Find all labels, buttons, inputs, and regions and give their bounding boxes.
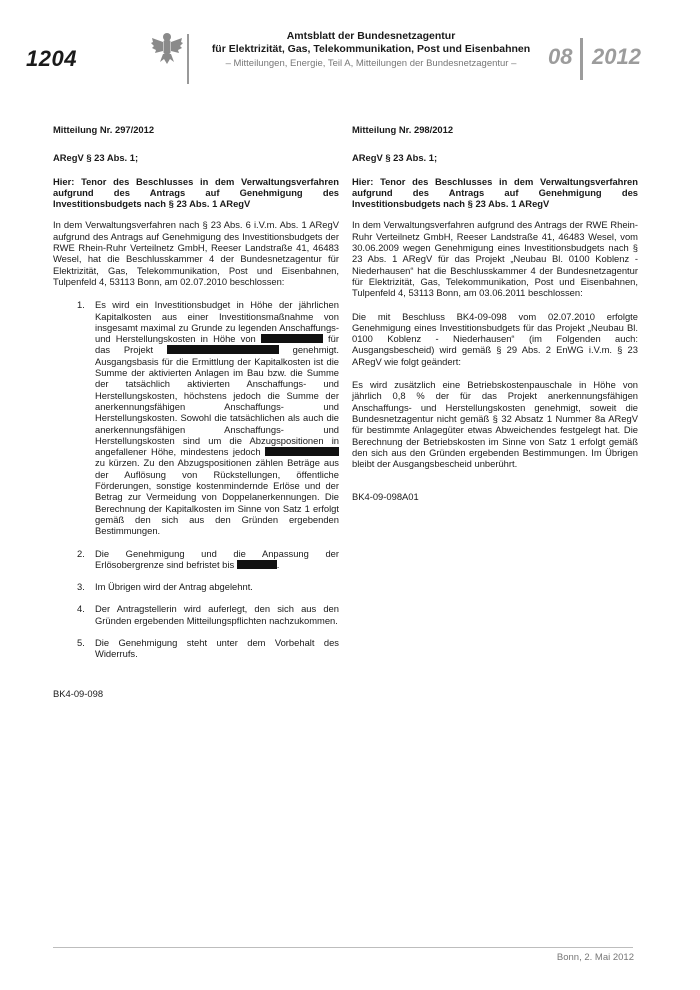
footer-date: Bonn, 2. Mai 2012 — [556, 952, 634, 963]
redaction-bar — [237, 560, 277, 569]
item-text: Die Genehmigung und die Anpassung der Erlösobergrenze sind befristet bis — [95, 547, 339, 570]
issue-year: 2012 — [592, 44, 641, 69]
footer-divider — [53, 947, 633, 948]
item-number: 3. — [77, 581, 85, 593]
redaction-bar — [265, 447, 339, 456]
reference-code: BK4-09-098 — [53, 687, 104, 699]
item-text: Im Übrigen wird der Antrag abgelehnt. — [95, 581, 253, 593]
item-number: 5. — [77, 636, 85, 648]
item-number: 2. — [77, 547, 85, 559]
item-text: Der Antragstellerin wird auferlegt, den sich aus den Gründen ergebenden Mitteilungspflichten nachzukommen. — [95, 603, 339, 626]
left-column — [53, 124, 339, 708]
law-reference: ARegV § 23 Abs. 1; — [352, 152, 438, 164]
item-text: . — [276, 558, 280, 570]
list-item — [53, 581, 339, 592]
item-text: Es wird ein Investitionsbudget in Höhe der jährlichen Kapitalkosten aus einer Investitionsmaßnahme von insgesamt maximal zu Grunde zu legenden Anschaffungs- und Herstellungskosten in Höhe von — [95, 299, 339, 345]
notice-number: Mitteilung Nr. 298/2012 — [352, 124, 454, 135]
law-reference: ARegV § 23 Abs. 1; — [53, 152, 139, 164]
notice-heading: Hier: Tenor des Beschlusses in dem Verwaltungsverfahren aufgrund des Antrags auf Genehmigung des Investitionsbudgets nach § 23 Abs. 1 ARegV — [352, 175, 638, 210]
page-number: 1204 — [26, 46, 77, 71]
right-column — [352, 124, 638, 512]
issue-number: 08 — [548, 44, 573, 69]
notice-number: Mitteilung Nr. 297/2012 — [53, 124, 155, 135]
journal-title: Amtsblatt der Bundesnetzagentur — [286, 30, 456, 42]
item-number: 4. — [77, 603, 85, 615]
list-item — [53, 603, 339, 626]
journal-title-subline: für Elektrizität, Gas, Telekommunikation, Post und Eisenbahnen — [211, 43, 531, 55]
item-number: 1. — [77, 299, 85, 311]
list-item — [53, 299, 339, 536]
reference-code: BK4-09-098A01 — [352, 491, 419, 503]
intro-paragraph: In dem Verwaltungsverfahren nach § 23 Abs. 6 i.V.m. Abs. 1 ARegV aufgrund des Antrags auf Genehmigung des Investitionsbudgets der RWE Rhein-Ruhr Verteilnetz GmbH, Reeser Landstraße 41, 46483 Wesel, hat die Beschlusskammer 4 der Bundesnetzagentur für Elektrizität, Gas, Telekommunikation, Post und Eisenbahnen, Tulpenfeld 4, 53113 Bonn, am 02.07.2010 beschlossen: — [53, 219, 339, 287]
redaction-bar — [261, 334, 323, 343]
journal-subtitle: – Mitteilungen, Energie, Teil A, Mitteilungen der Bundesnetzagentur – — [225, 58, 517, 69]
list-item — [53, 548, 339, 571]
list-item — [53, 637, 339, 660]
issue-divider — [580, 38, 583, 80]
item-text: zu kürzen. Zu den Abzugspositionen zählen Beträge aus der Auflösung von Rückstellungen, öffentliche Förderungen, sonstige kostenmindernde Erlöse und der Betrag zur Vermeidung von Doppelanerkennungen. Die Berechnung der Kapitalkosten im Sinne von Satz 1 erfolgt gemäß den sich aus den Gründen ergebenden Bestimmungen. — [95, 457, 339, 537]
redaction-bar — [167, 345, 279, 354]
header-divider — [187, 34, 189, 84]
item-text: für das Projekt — [95, 333, 339, 356]
item-text: Die Genehmigung steht unter dem Vorbehalt des Widerrufs. — [95, 636, 339, 660]
notice-heading: Hier: Tenor des Beschlusses in dem Verwaltungsverfahren aufgrund des Antrags auf Genehmigung des Investitionsbudgets nach § 23 Abs. 1 ARegV — [53, 175, 339, 210]
item-text: genehmigt. Ausgangsbasis für die Ermittlung der Kapitalkosten ist die Summe der aktivierten Anlagen im Bau bzw. die Summe der tatsächlich aktivierten Anschaffungs- und Herstellungskosten, höchstens jedoch die Summe der anerkennungsfähigen Anschaffungs- und Herstellungskosten. Sowohl die tatsächlichen als auch die anerkennungsfähigen Anschaffungs- und Herstellungskosten sind um die Abzugspositionen in angefallener Höhe, mindestens jedoch — [95, 344, 340, 458]
body-paragraph: Die mit Beschluss BK4-09-098 vom 02.07.2010 erfolgte Genehmigung eines Investitionsbudgets für das Projekt „Neubau Bl. 0100 Koblenz - Niederhausen“ (im Folgenden auch: Ausgangsbescheid) wird gemäß § 29 Abs. 2 EnWG i.V.m. § 23 ARegV wie folgt geändert: — [352, 310, 638, 367]
body-paragraph: Es wird zusätzlich eine Betriebskostenpauschale in Höhe von jährlich 0,8 % der für das Projekt anerkennungsfähigen Anschaffungs- und Herstellungskosten genehmigt, soweit die Bundesnetzagentur nicht gemäß § 32 Absatz 1 Nummer 8a ARegV für bestimmte Anlagegüter etwas Abweichendes festgelegt hat. Die Berechnung der Betriebskosten im Sinne von Satz 1 erfolgt gemäß den sich aus den Gründen ergebenden Bestimmungen. Im Übrigen bleibt der Ausgangsbescheid unberührt. — [352, 379, 638, 470]
decision-list — [53, 299, 339, 659]
intro-paragraph: In dem Verwaltungsverfahren aufgrund des Antrags der RWE Rhein-Ruhr Verteilnetz GmbH, Reeser Landstraße 41, 46483 Wesel, vom 30.06.2009 wegen Genehmigung eines Investitionsbudgets nach § 23 Abs. 1 ARegV für das Projekt „Neubau Bl. 0100 Koblenz - Niederhausen“ hat die Beschlusskammer 4 der Bundesnetzagentur für Elektrizität, Gas, Telekommunikation, Post und Eisenbahnen, Tulpenfeld 4, 53113 Bonn, am 03.06.2011 beschlossen: — [352, 219, 638, 299]
federal-eagle-icon — [150, 30, 184, 66]
